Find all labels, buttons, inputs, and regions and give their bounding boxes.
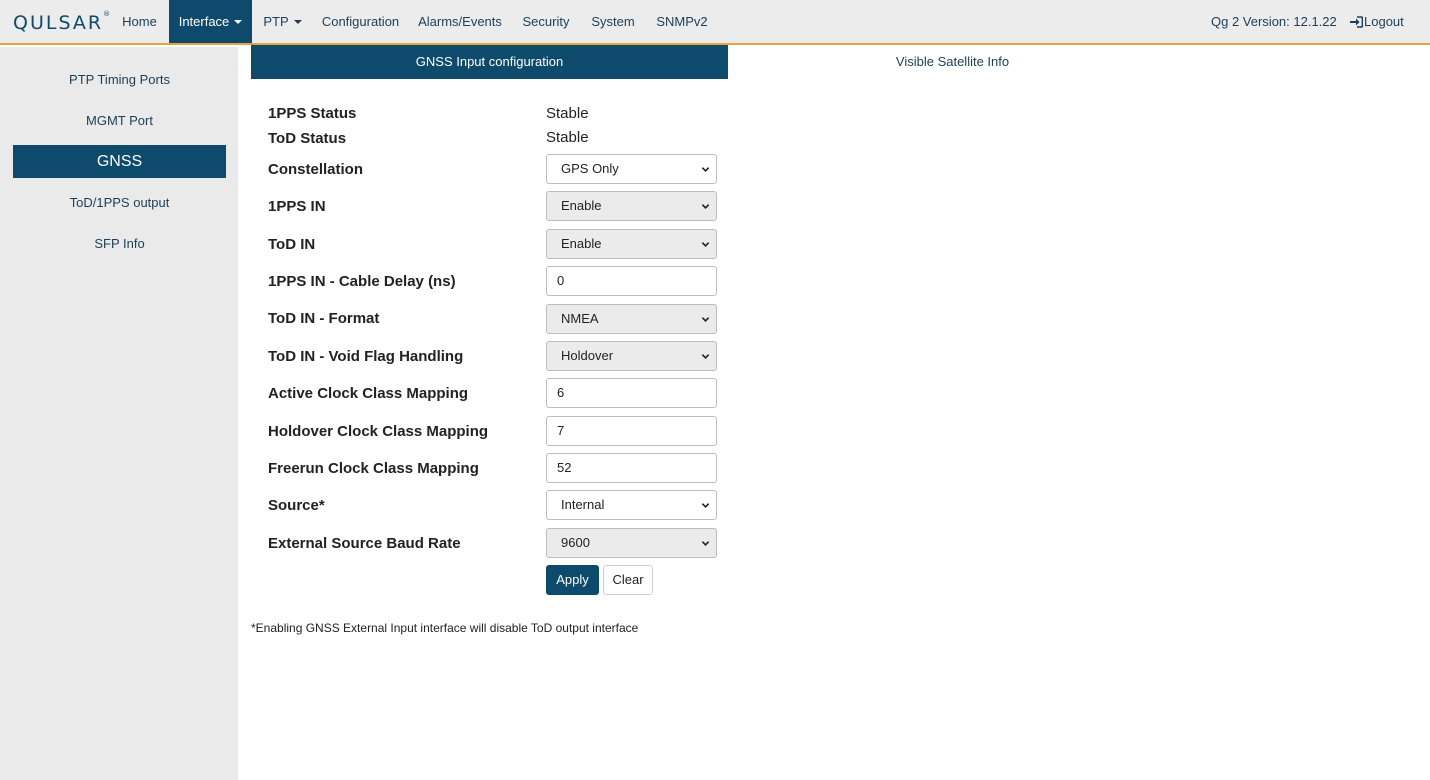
pps-status-value: Stable [546,105,589,122]
sidebar-item-sfp-info[interactable]: SFP Info [94,236,145,251]
caret-down-icon [294,20,302,24]
nav-interface[interactable]: Interface [169,0,252,43]
tod-format-select[interactable]: NMEA [546,304,717,334]
pps-status-label: 1PPS Status [268,105,357,122]
source-select[interactable]: Internal [546,490,717,520]
top-navbar [0,0,1430,45]
void-flag-select[interactable]: Holdover [546,341,717,371]
active-clock-class-label: Active Clock Class Mapping [268,385,469,402]
tod-status-label: ToD Status [268,130,347,147]
chevron-down-icon [701,165,710,174]
nav-system[interactable]: System [591,14,635,29]
sidebar-item-tod-1pps-output[interactable]: ToD/1PPS output [69,195,170,210]
chevron-down-icon [701,202,710,211]
sidebar-item-gnss[interactable]: GNSS [13,145,226,178]
sidebar [0,47,238,780]
logout-link[interactable]: Logout [1350,0,1404,44]
tab-gnss-input-configuration[interactable]: GNSS Input configuration [251,45,728,79]
source-label: Source* [268,497,325,514]
chevron-down-icon [701,539,710,548]
tab-visible-satellite-info[interactable]: Visible Satellite Info [895,54,1010,69]
footnote: *Enabling GNSS External Input interface will disable ToD output interface [251,621,639,635]
chevron-down-icon [701,315,710,324]
sign-in-icon [1350,16,1363,28]
holdover-clock-class-input[interactable]: 7 [546,416,717,446]
holdover-clock-class-label: Holdover Clock Class Mapping [268,423,489,440]
nav-configuration[interactable]: Configuration [321,14,400,29]
sidebar-item-mgmt-port[interactable]: MGMT Port [86,113,153,128]
pps-in-select[interactable]: Enable [546,191,717,221]
sidebar-item-ptp-timing-ports[interactable]: PTP Timing Ports [69,72,170,87]
active-clock-class-input[interactable]: 6 [546,378,717,408]
version-label: Qg 2 Version: 12.1.22 [1211,14,1337,29]
apply-button[interactable]: Apply [546,565,599,595]
tod-format-label: ToD IN - Format [268,310,380,327]
nav-snmpv2[interactable]: SNMPv2 [656,14,708,29]
chevron-down-icon [701,352,710,361]
nav-alarms-events[interactable]: Alarms/Events [418,14,502,29]
nav-security[interactable]: Security [522,14,570,29]
chevron-down-icon [701,240,710,249]
constellation-select[interactable]: GPS Only [546,154,717,184]
cable-delay-label: 1PPS IN - Cable Delay (ns) [268,273,456,290]
tod-in-select[interactable]: Enable [546,229,717,259]
void-flag-label: ToD IN - Void Flag Handling [268,348,464,365]
freerun-clock-class-input[interactable]: 52 [546,453,717,483]
baud-rate-label: External Source Baud Rate [268,535,461,552]
baud-rate-select[interactable]: 9600 [546,528,717,558]
freerun-clock-class-label: Freerun Clock Class Mapping [268,460,479,477]
tod-in-label: ToD IN [268,236,316,253]
nav-home[interactable]: Home [122,14,157,29]
tod-status-value: Stable [546,129,589,146]
chevron-down-icon [701,501,710,510]
qulsar-logo[interactable]: QULSAR® [13,9,111,34]
cable-delay-input[interactable]: 0 [546,266,717,296]
clear-button[interactable]: Clear [603,565,653,595]
pps-in-label: 1PPS IN [268,198,326,215]
nav-ptp[interactable]: PTP [253,0,312,43]
caret-down-icon [234,20,242,24]
constellation-label: Constellation [268,161,364,178]
